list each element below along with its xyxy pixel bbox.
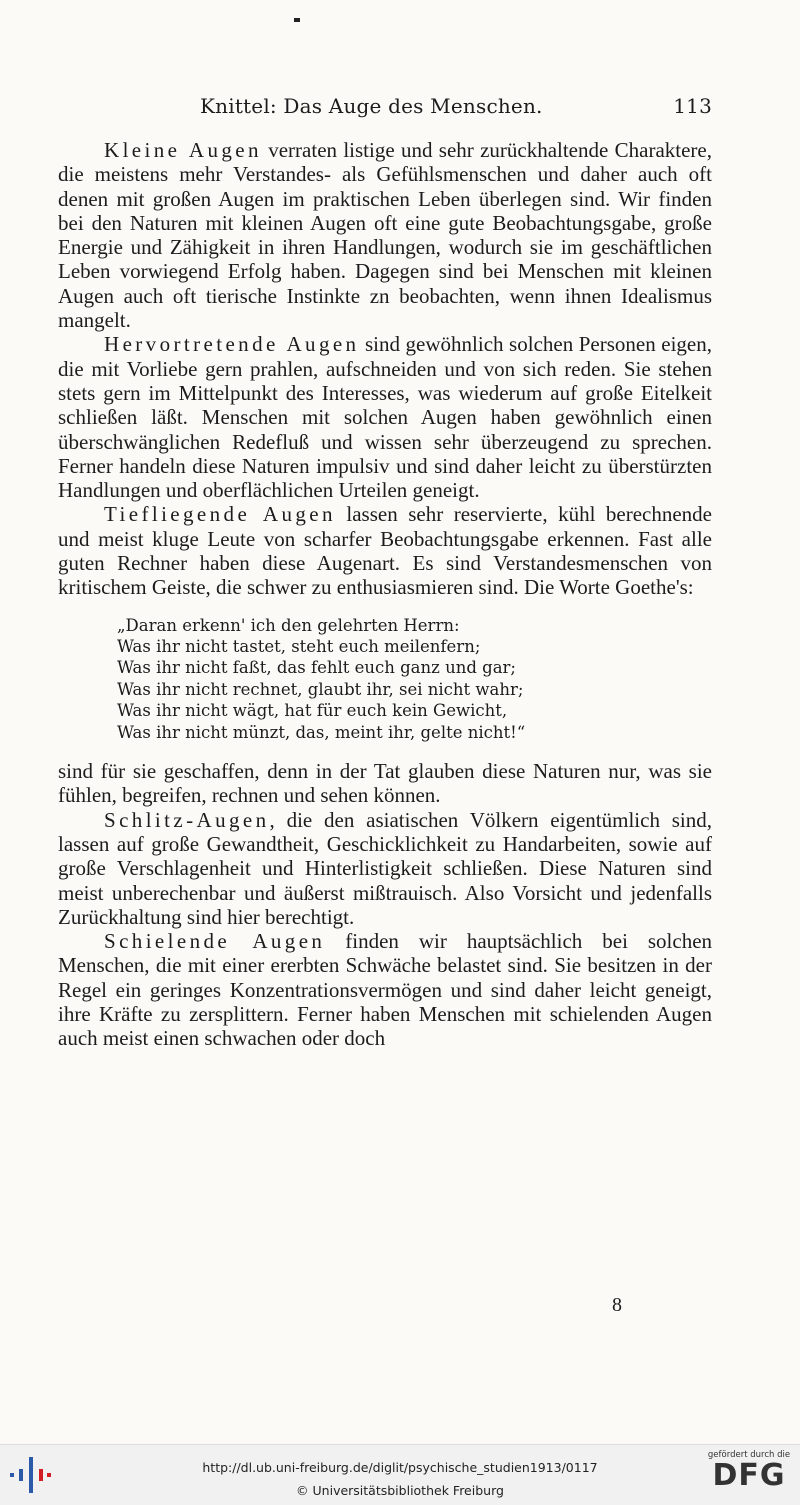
signature-mark: 8 xyxy=(612,1294,622,1316)
paragraph-small-eyes xyxy=(58,138,712,332)
page-number: 113 xyxy=(673,94,712,118)
body-text xyxy=(58,138,712,1051)
paragraph-lead: Schlitz-Augen xyxy=(104,807,270,832)
dfg-caption: gefördert durch die xyxy=(707,1450,791,1460)
paragraph-text: lassen sehr reservierte, kühl berechnende und meist kluge Leute von scharfer Beobachtungsgabe erkennen. Fast alle guten Rechner haben diese Augenart. Es sind Verstandesmenschen von kritischem Geiste, die schwer zu enthusiasmieren sind. Die Worte Goethe's: xyxy=(58,502,712,600)
quote-line: Was ihr nicht faßt, das fehlt euch ganz und gar; xyxy=(117,658,516,678)
paragraph-slit-eyes xyxy=(58,808,712,929)
paragraph-text: verraten listige und sehr zurückhaltende Charaktere, die meistens mehr Verstandes- als Gefühlsmenschen und daher auch oft denen mit großen Augen im praktischen Leben überlegen sind. Wir finden bei den Naturen mit kleinen Augen oft eine gute Beobachtungsgabe, große Energie und Zähigkeit in ihren Handlungen, wodurch sie im geschäftlichen Leben vorwiegend Erfolg haben. Dagegen sind bei Menschen mit kleinen Augen auch oft tierische Instinkte zn beobachten, wenn ihnen Idealismus mangelt. xyxy=(58,138,712,333)
paragraph-lead: Schielende Augen xyxy=(104,929,326,954)
goethe-quote xyxy=(117,615,712,743)
footer-bar xyxy=(0,1444,800,1505)
copyright-notice: © Universitätsbibliothek Freiburg xyxy=(296,1483,504,1498)
permalink-url[interactable]: http://dl.ub.uni-freiburg.de/diglit/psychische_studien1913/0117 xyxy=(202,1460,598,1475)
paragraph-continuation: sind für sie geschaffen, denn in der Tat glauben diese Naturen nur, was sie fühlen, begreifen, rechnen und sehen können. xyxy=(58,759,712,808)
paragraph-deep-set-eyes xyxy=(58,502,712,599)
paragraph-text: , die den asiatischen Völkern eigentümlich sind, lassen auf große Gewandtheit, Geschicklichkeit zu Handarbeiten, sowie auf große Verschlagenheit und Hinterlistigkeit schließen. Diese Naturen sind meist unberechenbar und äußerst mißtrauisch. Also Vorsicht und jedenfalls Zurückhaltung sind hier berechtigt. xyxy=(58,807,712,929)
quote-line: Was ihr nicht rechnet, glaubt ihr, sei nicht wahr; xyxy=(117,679,524,699)
quote-line: Was ihr nicht tastet, steht euch meilenfern; xyxy=(117,637,481,657)
running-title: Knittel: Das Auge des Menschen. xyxy=(200,94,543,118)
paragraph-text: sind gewöhnlich solchen Personen eigen, die mit Vorliebe gern prahlen, aufschneiden und von sich reden. Sie stehen stets gern im Mittelpunkt des Interesses, was wiederum auf große Eitelkeit schließen läßt. Menschen mit solchen Augen haben gewöhnlich einen überschwänglichen Redefluß und wissen sehr überzeugend zu sprechen. Ferner handeln diese Naturen impulsiv und sind daher leicht zu überstürzten Handlungen und oberflächlichen Urteilen geneigt. xyxy=(58,332,712,503)
dfg-wordmark: DFG xyxy=(712,1458,786,1493)
quote-line: Was ihr nicht münzt, das, meint ihr, gelte nicht!“ xyxy=(117,722,526,742)
paragraph-text: finden wir hauptsächlich bei solchen Menschen, die mit einer ererbten Schwäche belastet sind. Sie besitzen in der Regel ein geringes Konzentrationsvermögen und sind daher leicht geneigt, ihre Kräfte zu zersplittern. Ferner haben Menschen mit schielenden Augen auch meist einen schwachen oder doch xyxy=(58,929,713,1051)
quote-line: Was ihr nicht wägt, hat für euch kein Gewicht, xyxy=(117,701,508,721)
paragraph-protruding-eyes xyxy=(58,332,712,502)
dfg-logo xyxy=(706,1448,792,1502)
paragraph-squinting-eyes xyxy=(58,929,712,1050)
ink-mark xyxy=(294,18,300,22)
paragraph-lead: Hervortretende Augen xyxy=(104,332,360,357)
quote-line: „Daran erkenn' ich den gelehrten Herrn: xyxy=(117,615,460,635)
paragraph-lead: Kleine Augen xyxy=(104,138,262,162)
paragraph-lead: Tiefliegende Augen xyxy=(104,502,336,527)
running-header xyxy=(200,94,712,124)
